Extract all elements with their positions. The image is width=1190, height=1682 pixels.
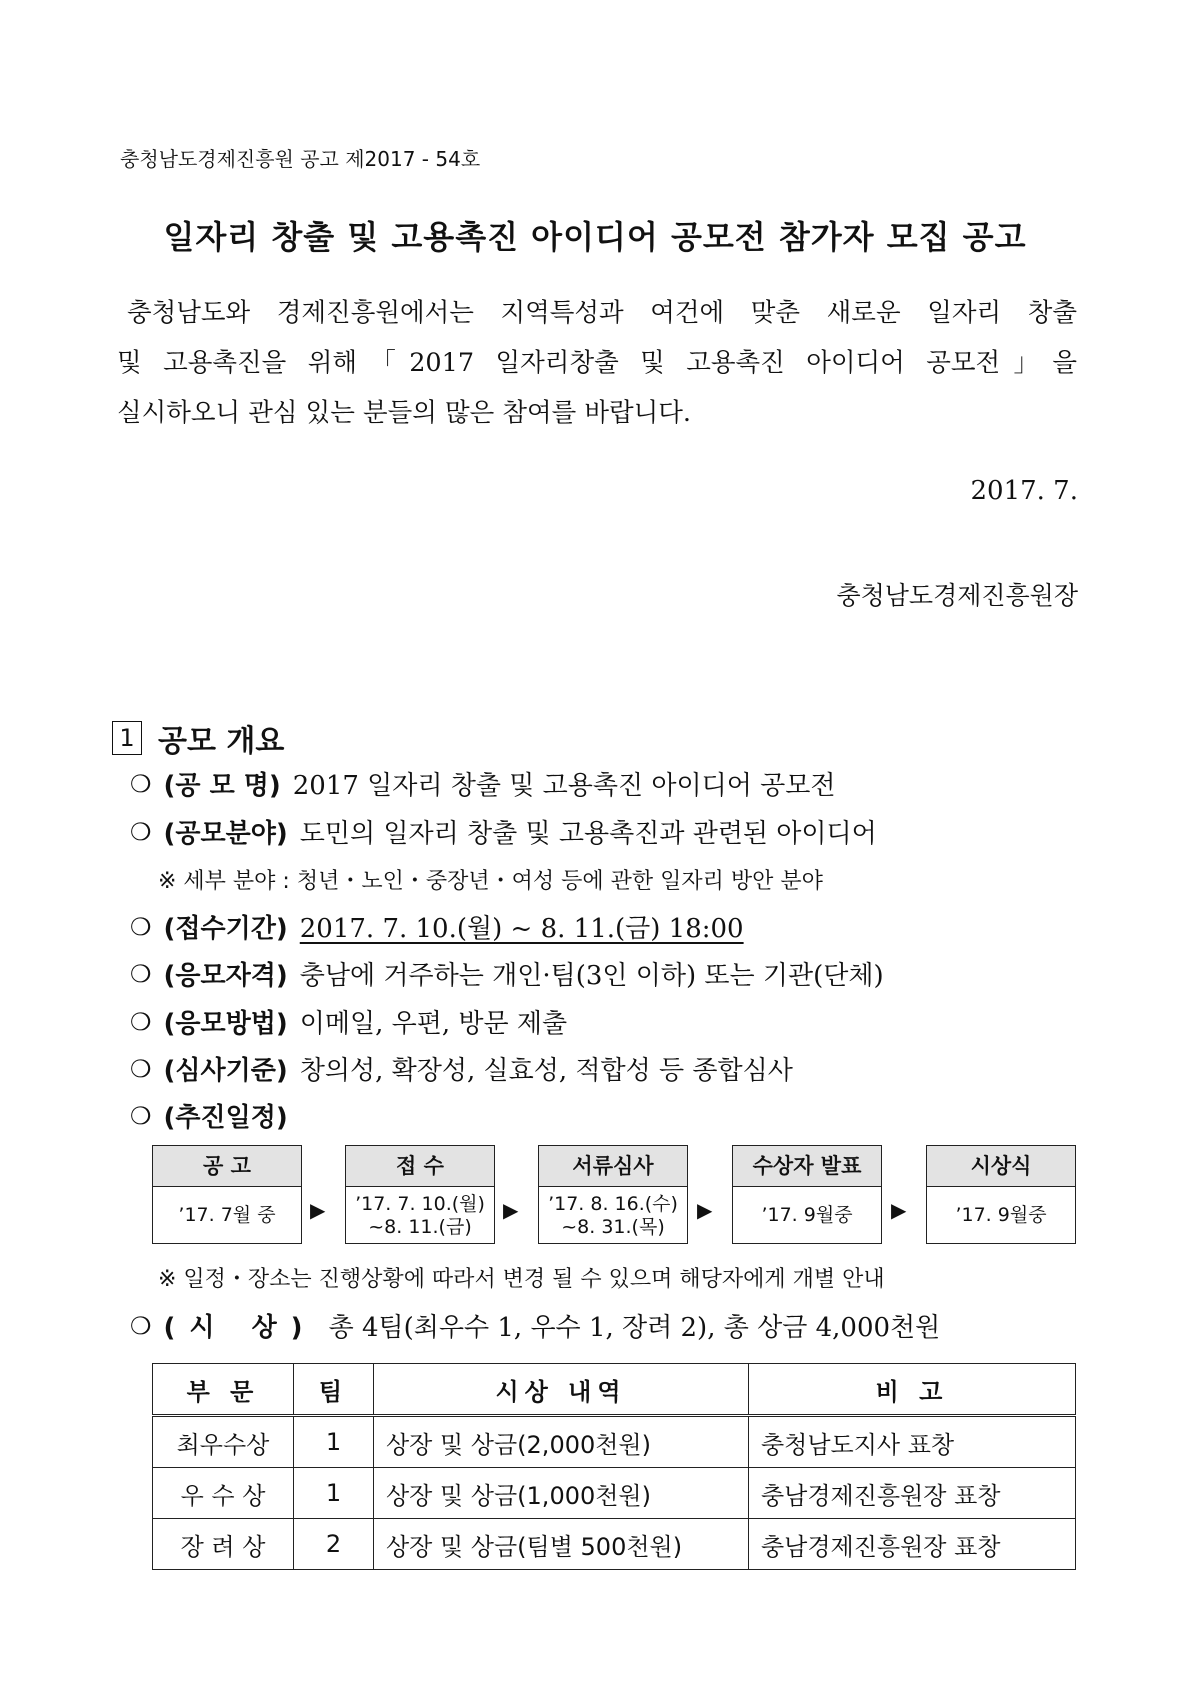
- prize-details: 상장 및 상금(팀별 500천원): [374, 1519, 749, 1570]
- item-contest-name: [130, 765, 835, 802]
- item-contest-field: [130, 813, 877, 850]
- circle-bullet-icon: ❍: [130, 769, 152, 798]
- circle-bullet-icon: ❍: [130, 1101, 152, 1130]
- schedule-step-title: 접 수: [346, 1146, 494, 1187]
- prize-remarks: 충청남도지사 표창: [749, 1416, 1076, 1468]
- circle-bullet-icon: ❍: [130, 1054, 152, 1083]
- item-label: (접수기간): [163, 914, 288, 944]
- arrow-right-icon: ▶: [697, 1198, 713, 1222]
- schedule-date-line: ’17. 8. 16.(수): [548, 1192, 678, 1215]
- item-label: (추진일정): [163, 1103, 288, 1133]
- intro-line-2: 및 고용촉진을 위해「2017 일자리창출 및 고용촉진 아이디어 공모전」을: [117, 348, 1077, 378]
- circle-bullet-icon: ❍: [130, 817, 152, 846]
- circle-bullet-icon: ❍: [130, 1007, 152, 1036]
- schedule-step-title: 수상자 발표: [733, 1146, 881, 1187]
- schedule-step-document-review: [538, 1145, 688, 1244]
- schedule-step-date: [733, 1187, 881, 1244]
- schedule-date-line: ’17. 7월 중: [178, 1204, 276, 1226]
- prize-team-count: 1: [294, 1416, 374, 1468]
- schedule-date-line: ’17. 9월중: [955, 1204, 1047, 1226]
- schedule-step-title: 시상식: [927, 1146, 1075, 1187]
- prize-remarks: 충남경제진흥원장 표창: [749, 1468, 1076, 1519]
- schedule-step-winner-announcement: [732, 1145, 882, 1244]
- item-label: (응모방법): [163, 1009, 288, 1039]
- item-value: 도민의 일자리 창출 및 고용촉진과 관련된 아이디어: [299, 819, 877, 849]
- prize-details: 상장 및 상금(2,000천원): [374, 1416, 749, 1468]
- item-value: 충남에 거주하는 개인·팀(3인 이하) 또는 기관(단체): [299, 961, 884, 991]
- prize-category: 우 수 상: [153, 1468, 294, 1519]
- note-detail-field: ※ 세부 분야 : 청년・노인・중장년・여성 등에 관한 일자리 방안 분야: [158, 869, 823, 894]
- notice-date: 2017. 7.: [970, 476, 1078, 506]
- prize-team-count: 1: [294, 1468, 374, 1519]
- item-label: (심사기준): [163, 1056, 288, 1086]
- schedule-date-line: ~8. 11.(금): [368, 1215, 472, 1238]
- intro-line-3: 실시하오니 관심 있는 분들의 많은 참여를 바랍니다.: [117, 398, 692, 428]
- schedule-step-date: [153, 1187, 301, 1244]
- table-row: [153, 1468, 1076, 1519]
- intro-paragraph: [117, 288, 1077, 438]
- circle-bullet-icon: ❍: [130, 959, 152, 988]
- item-schedule: [130, 1097, 300, 1134]
- item-awards: [130, 1307, 940, 1344]
- item-label: (공 모 명): [163, 771, 281, 801]
- item-label: (시 상): [163, 1313, 317, 1343]
- arrow-right-icon: ▶: [310, 1198, 326, 1222]
- prize-category: 장 려 상: [153, 1519, 294, 1570]
- arrow-right-icon: ▶: [503, 1198, 519, 1222]
- table-row: [153, 1519, 1076, 1570]
- column-header: 팀: [294, 1364, 374, 1416]
- document-number: 충청남도경제진흥원 공고 제2017 - 54호: [120, 147, 481, 171]
- section-heading: [112, 716, 284, 760]
- prize-team-count: 2: [294, 1519, 374, 1570]
- arrow-right-icon: ▶: [891, 1198, 907, 1222]
- column-header: 비 고: [749, 1364, 1076, 1416]
- prize-remarks: 충남경제진흥원장 표창: [749, 1519, 1076, 1570]
- item-value: 총 4팀(최우수 1, 우수 1, 장려 2), 총 상금 4,000천원: [328, 1313, 941, 1343]
- prize-category: 최우수상: [153, 1416, 294, 1468]
- schedule-step-award-ceremony: [926, 1145, 1076, 1244]
- schedule-step-submission: [345, 1145, 495, 1244]
- item-label: (공모분야): [163, 819, 288, 849]
- prize-details: 상장 및 상금(1,000천원): [374, 1468, 749, 1519]
- item-value: 2017 일자리 창출 및 고용촉진 아이디어 공모전: [292, 771, 836, 801]
- circle-bullet-icon: ❍: [130, 912, 152, 941]
- table-row: [153, 1416, 1076, 1468]
- schedule-date-line: ~8. 31.(목): [561, 1215, 665, 1238]
- item-application-method: [130, 1003, 567, 1040]
- intro-line-1: 충청남도와 경제진흥원에서는 지역특성과 여건에 맞춘 새로운 일자리 창출: [127, 298, 1077, 328]
- prize-table: [152, 1363, 1076, 1570]
- note-schedule: ※ 일정・장소는 진행상황에 따라서 변경 될 수 있으며 해당자에게 개별 안내: [158, 1267, 885, 1292]
- table-header-row: [153, 1364, 1076, 1416]
- column-header: 시상 내역: [374, 1364, 749, 1416]
- item-value: 창의성, 확장성, 실효성, 적합성 등 종합심사: [299, 1056, 793, 1086]
- item-label: (응모자격): [163, 961, 288, 991]
- schedule-date-line: ’17. 9월중: [761, 1204, 853, 1226]
- item-judging-criteria: [130, 1050, 793, 1087]
- item-eligibility: [130, 955, 884, 992]
- section-number-box: 1: [112, 721, 142, 755]
- section-title: 공모 개요: [158, 724, 285, 759]
- item-value: 2017. 7. 10.(월) ~ 8. 11.(금) 18:00: [299, 914, 744, 944]
- schedule-step-announcement: [152, 1145, 302, 1244]
- schedule-step-date: [346, 1187, 494, 1244]
- item-submission-period: [130, 908, 744, 945]
- circle-bullet-icon: ❍: [130, 1311, 152, 1340]
- column-header: 부 문: [153, 1364, 294, 1416]
- schedule-step-date: [927, 1187, 1075, 1244]
- schedule-date-line: ’17. 7. 10.(월): [355, 1192, 485, 1215]
- schedule-step-title: 서류심사: [539, 1146, 687, 1187]
- page-title: 일자리 창출 및 고용촉진 아이디어 공모전 참가자 모집 공고: [163, 218, 1027, 256]
- issuer-name: 충청남도경제진흥원장: [836, 581, 1078, 610]
- schedule-step-date: [539, 1187, 687, 1244]
- item-value: 이메일, 우편, 방문 제출: [299, 1009, 568, 1039]
- schedule-step-title: 공 고: [153, 1146, 301, 1187]
